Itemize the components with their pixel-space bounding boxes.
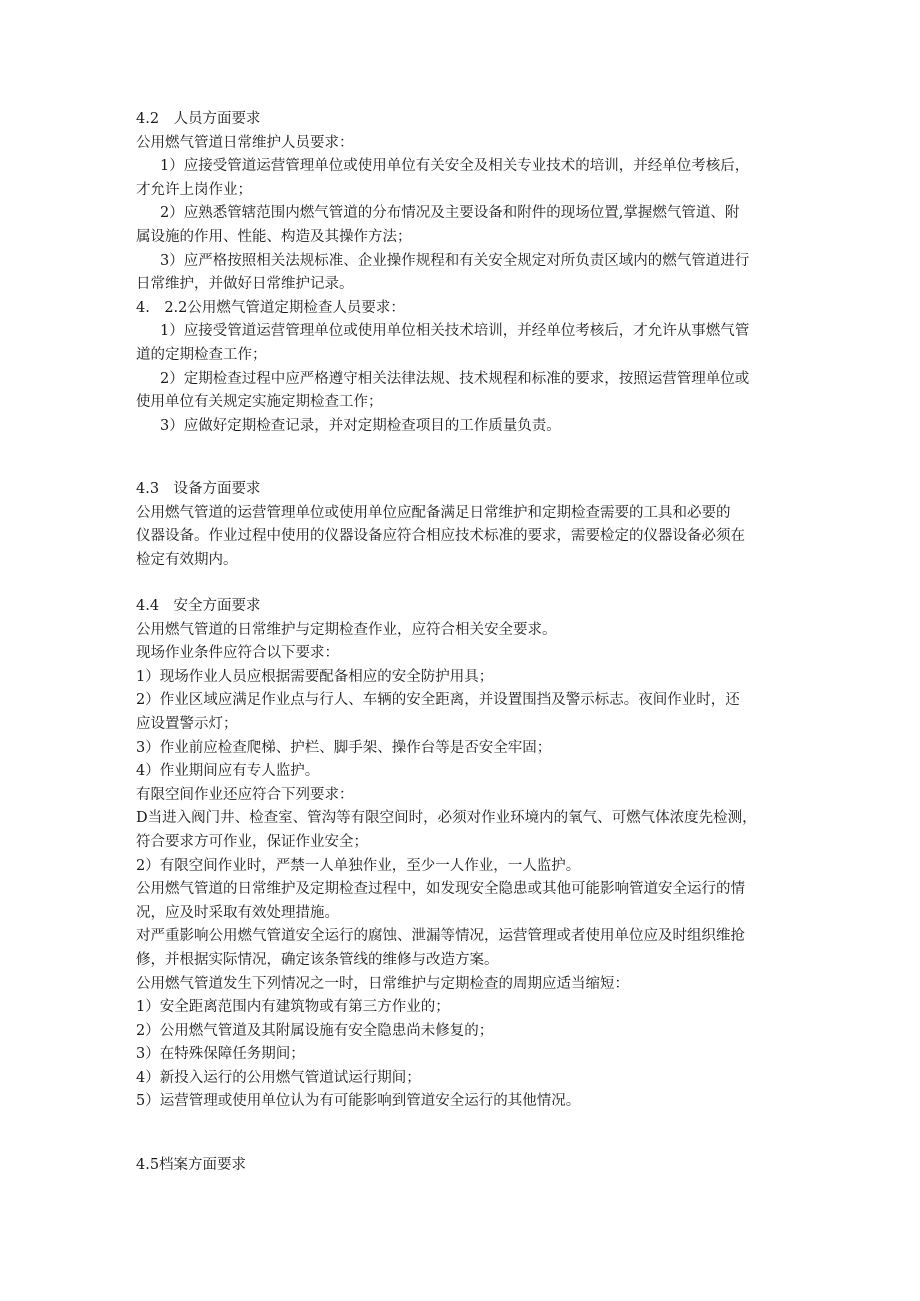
list-item-line: 1）安全距离范围内有建筑物或有第三方作业的； [136, 999, 450, 1016]
paragraph-line: 公用燃气管道的日常维护与定期检查作业，应符合相关安全要求。 [136, 621, 557, 638]
paragraph-line: 公用燃气管道的日常维护及定期检查过程中，如发现安全隐患或其他可能影响管道安全运行的情 [136, 881, 745, 898]
list-item-line: 3）在特殊保障任务期间； [136, 1046, 305, 1063]
list-item-line: 日常维护，并做好日常维护记录。 [136, 276, 354, 293]
list-item-line: 应设置警示灯； [136, 715, 238, 732]
list-item-line: 2）公用燃气管道及其附属设施有安全隐患尚未修复的； [136, 1022, 494, 1039]
paragraph-line: 公用燃气管道日常维护人员要求： [136, 134, 354, 151]
section-4-2 [136, 108, 796, 438]
list-item-line: 符合要求方可作业，保证作业安全； [136, 833, 368, 850]
list-item-line: 3）应严格按照相关法规标准、企业操作规程和有关安全规定对所负责区域内的燃气管道进行 [160, 252, 750, 269]
list-item-line: 2）定期检查过程中应严格遵守相关法律法规、技术规程和标准的要求，按照运营管理单位或 [160, 370, 750, 387]
paragraph-line: 修，并根据实际情况，确定该条管线的维修与改造方案。 [136, 951, 499, 968]
list-item-line: 道的定期检查工作； [136, 346, 267, 363]
list-item-line: 才允许上岗作业； [136, 181, 252, 198]
list-item-line: 1）应接受管道运营管理单位或使用单位相关技术培训，并经单位考核后，才允许从事燃气管 [160, 323, 750, 340]
list-item-line: 5）运营管理或使用单位认为有可能影响到管道安全运行的其他情况。 [136, 1093, 581, 1110]
paragraph-line: 现场作业条件应符合以下要求： [136, 645, 339, 662]
section-4-3 [136, 478, 796, 572]
subsection-heading: 4. 2.2公用燃气管道定期检查人员要求： [136, 299, 405, 316]
section-heading: 4.2 人员方面要求 [136, 111, 261, 127]
section-heading: 4.4 安全方面要求 [136, 598, 261, 614]
paragraph-line: 公用燃气管道发生下列情况之一时，日常维护与定期检查的周期应适当缩短： [136, 975, 629, 992]
paragraph-line: 仪器设备。作业过程中使用的仪器设备应符合相应技术标准的要求，需要检定的仪器设备必须在 [136, 528, 745, 545]
list-item-line: 3）作业前应检查爬梯、护栏、脚手架、操作台等是否安全牢固； [136, 739, 552, 756]
section-heading: 4.5档案方面要求 [136, 1157, 247, 1173]
list-item-line: 2）有限空间作业时，严禁一人单独作业，至少一人作业，一人监护。 [136, 857, 581, 874]
paragraph-line: 公用燃气管道的运营管理单位或使用单位应配备满足日常维护和定期检查需要的工具和必要的 [136, 504, 731, 521]
list-item-line: 4）新投入运行的公用燃气管道试运行期间； [136, 1069, 421, 1086]
section-4-5 [136, 1154, 796, 1178]
list-item-line: 3）应做好定期检查记录，并对定期检查项目的工作质量负责。 [160, 417, 561, 434]
section-4-4 [136, 595, 796, 1114]
paragraph-line: 检定有效期内。 [136, 551, 238, 568]
paragraph-line: 况，应及时采取有效处理措施。 [136, 904, 339, 921]
list-item-line: 1）应接受管道运营管理单位或使用单位有关安全及相关专业技术的培训，并经单位考核后， [160, 158, 750, 175]
list-item-line: 4）作业期间应有专人监护。 [136, 763, 320, 780]
list-item-line: 2）作业区域应满足作业点与行人、车辆的安全距离，并设置围挡及警示标志。夜间作业时，还 [136, 692, 740, 709]
list-item-line: 1）现场作业人员应根据需要配备相应的安全防护用具； [136, 668, 494, 685]
paragraph-line: 有限空间作业还应符合下列要求： [136, 786, 354, 803]
section-heading: 4.3 设备方面要求 [136, 481, 261, 497]
list-item-line: 使用单位有关规定实施定期检查工作； [136, 394, 383, 411]
list-item-line: D当进入阀门井、检查室、管沟等有限空间时，必须对作业环境内的氧气、可燃气体浓度先检测， [136, 810, 757, 827]
paragraph-line: 对严重影响公用燃气管道安全运行的腐蚀、泄漏等情况，运营管理或者使用单位应及时组织维抢 [136, 928, 745, 945]
list-item-line: 属设施的作用、性能、构造及其操作方法； [136, 228, 412, 245]
list-item-line: 2）应熟悉管辖范围内燃气管道的分布情况及主要设备和附件的现场位置,掌握燃气管道、附 [160, 205, 740, 222]
